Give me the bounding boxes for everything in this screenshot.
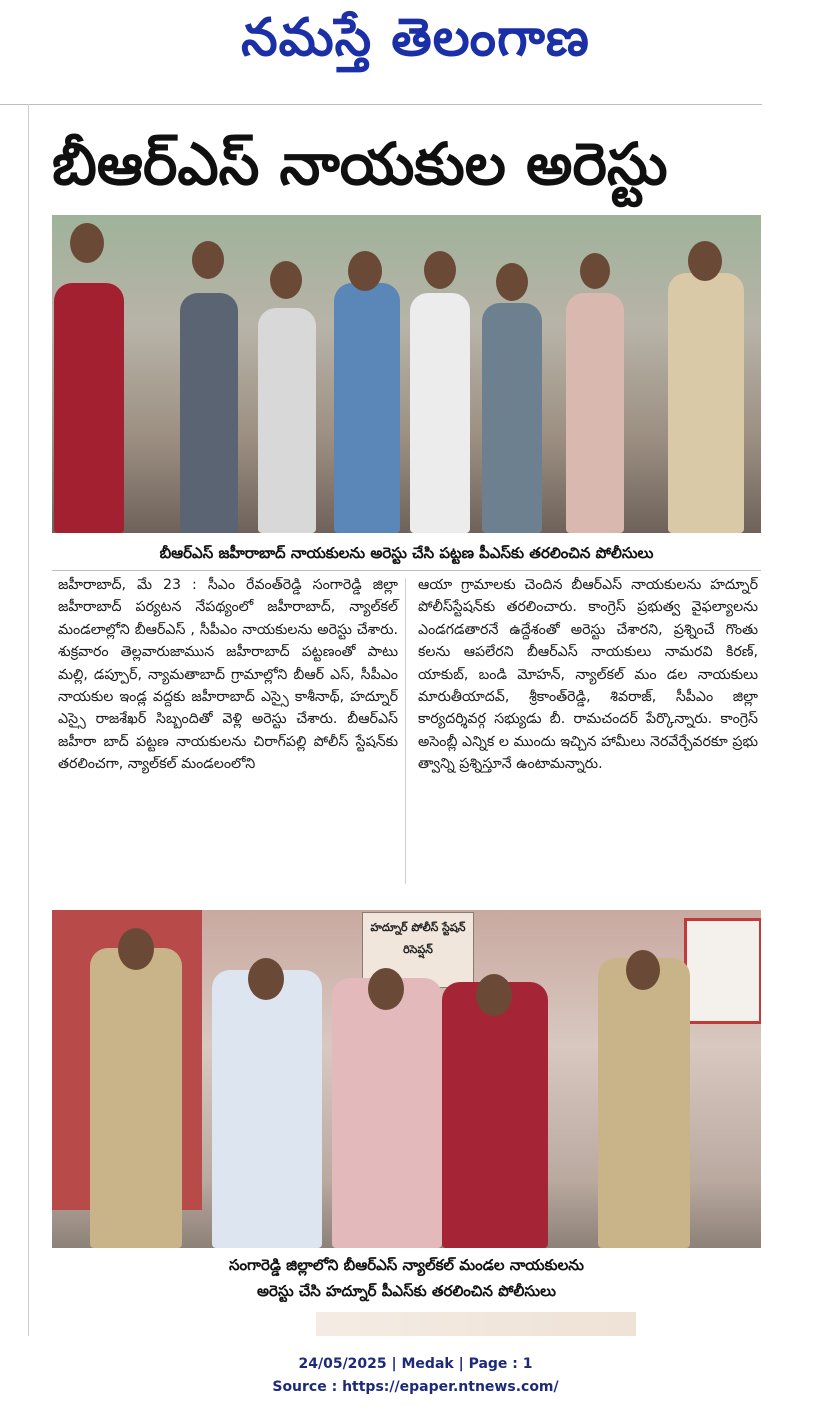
article-body-left-column: జహీరాబాద్, మే 23 : సీఎం రేవంత్‌రెడ్డి సంగారెడ్డి జిల్లా జహీరాబాద్ పర్యటన నేపథ్యంలో జహీరాబాద్, న్యాల్‌కల్ మండలాల్లోని బీఆర్‌ఎస్ , సీపీఎం నాయకులను అరెస్టు చేశారు. శుక్రవారం తెల్లవారుజామున జహీరాబాద్ పట్టణంతో పాటు మల్లి, డప్పూర్, న్యామతాబాద్ గ్రామాల్లోని బీఆర్ ఎస్, సీపీఎం నాయకుల ఇండ్ల వద్దకు జహీరాబాద్ ఎస్సై కాశీనాథ్, హద్నూర్ ఎస్సై రాజశేఖర్ సిబ్బందితో వెళ్లి అరెస్టు చేశారు. బీఆర్‌ఎస్ జహీరా బాద్ పట్టణ నాయకులను చిరాగ్‌పల్లి పోలీస్ స్టేషన్‌కు తరలించగా, న్యాల్‌కల్ మండలంలోని: [58, 577, 398, 773]
divider: [52, 570, 761, 571]
source-link[interactable]: Source : https://epaper.ntnews.com/: [272, 1379, 559, 1395]
photo1-caption: బీఆర్‌ఎస్ జహీరాబాద్ నాయకులను అరెస్టు చేసి పట్టణ పీఎస్‌కు తరలించిన పోలీసులు: [159, 544, 654, 562]
next-article-fragment: [316, 1312, 636, 1336]
article-headline: బీఆర్‌ఎస్ నాయకుల అరెస్టు: [52, 130, 668, 198]
masthead: [0, 0, 831, 100]
article-body-right-column: ఆయా గ్రామాలకు చెందిన బీఆర్‌ఎస్ నాయకులను హద్నూర్ పోలీస్‌స్టేషన్‌కు తరలించారు. కాంగ్రెస్ ప్రభుత్వ వైఫల్యాలను ఎండగడతారనే ఉద్దేశంతో అరెస్టు చేశారని, ప్రశ్నించే గొంతు కలను ఆపలేరని బీఆర్‌ఎస్ నాయకులు నామరవి కిరణ్, యాకుబ్, బండి మోహన్, న్యాల్‌కల్ మం డల నాయకులు మారుతీయాదవ్, శ్రీకాంత్‌రెడ్డి, శివరాజ్, సీపీఎం జిల్లా కార్యదర్శివర్గ సభ్యుడు బీ. రామచందర్ పేర్కొన్నారు. కాంగ్రెస్ అసెంబ్లీ ఎన్నిక ల ముందు ఇచ్చిన హామీలు నెరవేర్చేవరకూ ప్రభు త్వాన్ని ప్రశ్నిస్తూనే ఉంటామన్నారు.: [418, 577, 758, 773]
photo2-caption-line1: సంగారెడ్డి జిల్లాలోని బీఆర్‌ఎస్ న్యాల్‌కల్ మండల నాయకులను: [229, 1256, 584, 1274]
page-margin-rule: [28, 104, 29, 1336]
station-sign: హద్నూర్ పోలీస్ స్టేషన్ రిసెప్షన్: [362, 912, 474, 988]
photo-arrested-leaders-outdoor: [52, 215, 761, 533]
edition-info: 24/05/2025 | Medak | Page : 1: [298, 1356, 533, 1372]
photo-leaders-at-police-station: [52, 910, 761, 1248]
column-divider: [405, 578, 406, 884]
photo2-caption-line2: అరెస్టు చేసి హద్నూర్ పీఎస్‌కు తరలించిన పోలీసులు: [257, 1282, 556, 1300]
newspaper-logo: నమస్తే తెలంగాణ: [241, 8, 590, 68]
notice-board: [684, 918, 761, 1024]
divider: [0, 104, 762, 105]
photo2-caption: [52, 1252, 761, 1304]
